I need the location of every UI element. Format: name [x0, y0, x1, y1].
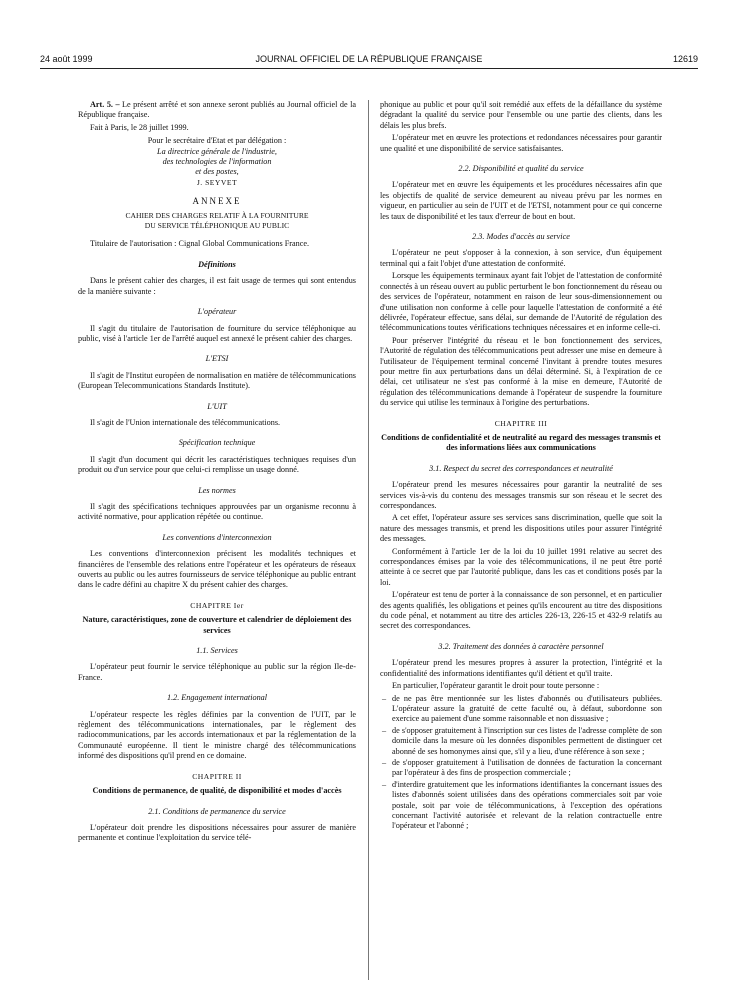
text-conventions: Les conventions d'interconnexion précisent les modalités techniques et financières de l'ensemble des relations entre l'opérateur et les opérateurs de réseaux ouverts au public ou les autres fournisseurs de service téléphonique au public entrant dans le cadre défini au chapitre X du présent cahier des charges.	[78, 549, 356, 590]
column-divider	[368, 100, 369, 980]
heading-3-2: 3.2. Traitement des données à caractère personnel	[438, 641, 604, 651]
fait-a-paris: Fait à Paris, le 28 juillet 1999.	[90, 122, 189, 132]
text-2-3-c: Pour préserver l'intégrité du réseau et le bon fonctionnement des services, l'Autorité de régulation des télécommunications peut adresser une mise en demeure à l'utilisateur de l'équipement terminal concerné l'invitant à prendre toutes mesures pour mettre fin aux perturbations dans un délai déterminé. Si, à l'expiration de ce délai, cet utilisateur ne s'est pas conformé à la mise en demeure, l'Autorité de régulation des télécommunications demande à l'opérateur de suspendre la fourniture du service qui utilise les terminaux à l'origine des perturbations.	[380, 335, 662, 408]
header-page-number: 12619	[672, 54, 698, 64]
heading-1-2: 1.2. Engagement international	[166, 693, 268, 703]
signature-line-3: des technologies de l'information	[162, 157, 272, 167]
rights-list	[380, 694, 662, 832]
chapitre-3-title: Conditions de confidentialité et de neutralité au regard des messages transmis et des informations liées aux communications	[381, 432, 661, 453]
text-3-2-a: L'opérateur prend les mesures propres à assurer la protection, l'intégrité et la confidentialité des informations identifiantes qu'il détient et qu'il traite.	[380, 658, 662, 678]
heading-etsi: L'ETSI	[205, 354, 229, 364]
text-uit: Il s'agit de l'Union internationale des télécommunications.	[90, 417, 281, 427]
right-column	[380, 100, 662, 833]
article-5-label: Art. 5. –	[90, 100, 120, 109]
text-3-1-d: L'opérateur est tenu de porter à la connaissance de son personnel, et en particulier des agents qualifiés, les obligations et peines qu'ils encourent au titre des dispositions du code pénal, et notamment au titre des articles 226-13, 226-15 et 432-9 relatifs au secret des correspondances.	[380, 590, 662, 631]
heading-conventions: Les conventions d'interconnexion	[162, 532, 272, 542]
heading-specification: Spécification technique	[178, 438, 256, 448]
text-1-1: L'opérateur peut fournir le service téléphonique au public sur la région Ile-de-France.	[78, 662, 356, 682]
text-3-2-b: En particulier, l'opérateur garantit le droit pour toute personne :	[392, 681, 600, 691]
heading-definitions: Définitions	[198, 259, 236, 269]
list-item: – de ne pas être mentionnée sur les listes d'abonnés ou d'utilisateurs publiées. L'opérateur assure la gratuité de cette faculté ou, à défaut, subordonne son exercice au paiement d'une somme raisonnable et non dissuasive ;	[392, 694, 662, 725]
article-5	[78, 100, 356, 121]
signature-name: J. SEYVET	[196, 177, 238, 187]
text-2-3-a: L'opérateur ne peut s'opposer à la connexion, à son service, d'un équipement terminal qui a fait l'objet d'une attestation de conformité.	[380, 248, 662, 268]
text-2-2: L'opérateur met en œuvre les équipements et les procédures nécessaires afin que les objectifs de qualité de service demeurent au niveau prévu par les normes en vigueur, en particulier au sein de l'UIT et de l'ETSI, notamment pour ce qui concerne les taux de disponibilité et les taux d'erreur de bout en bout.	[380, 180, 662, 221]
signature-line-2: La directrice générale de l'industrie,	[157, 146, 277, 156]
heading-normes: Les normes	[198, 485, 236, 495]
header-date: 24 août 1999	[40, 54, 93, 64]
text-1-2: L'opérateur respecte les règles définies par la convention de l'UIT, par le règlement des télécommunications internationales, par le règlement des radiocommunications, par les accords internationaux et par la réglementation de la Communauté européenne. Il tient le ministre chargé des télécommunications informé des dispositions qu'il prend en ce domaine.	[78, 709, 356, 761]
heading-1-1: 1.1. Services	[196, 646, 238, 656]
header-journal-title: JOURNAL OFFICIEL DE LA RÉPUBLIQUE FRANÇAISE	[255, 54, 483, 64]
annexe-title: ANNEXE	[192, 196, 242, 207]
heading-operateur: L'opérateur	[197, 307, 237, 317]
heading-3-1: 3.1. Respect du secret des correspondances et neutralité	[429, 463, 613, 473]
signature-line-1: Pour le secrétaire d'Etat et par délégation :	[147, 136, 287, 146]
cahier-title-line-1: CAHIER DES CHARGES RELATIF À LA FOURNITURE	[125, 210, 309, 220]
page-header	[40, 54, 698, 68]
definitions-intro: Dans le présent cahier des charges, il est fait usage de termes qui sont entendus de la manière suivante :	[78, 276, 356, 296]
article-5-text: Le présent arrêté et son annexe seront publiés au Journal officiel de la République française.	[78, 100, 356, 120]
heading-uit: L'UIT	[207, 401, 227, 411]
text-3-1-a: L'opérateur prend les mesures nécessaires pour garantir la neutralité de ses services vis-à-vis du contenu des messages transmis sur son réseau et le secret des correspondances.	[380, 480, 662, 510]
header-rule	[40, 68, 698, 69]
list-item: – de s'opposer gratuitement à l'utilisation de données de facturation la concernant par l'opérateur à des fins de prospection commerciale ;	[392, 758, 662, 779]
text-3-1-c: Conformément à l'article 1er de la loi du 10 juillet 1991 relative au secret des correspondances émises par la voie des télécommunications, il ne peut être porté atteinte à ce secret que par l'autorité publique, dans les cas et conditions posés par la loi.	[380, 546, 662, 587]
chapitre-1-title: Nature, caractéristiques, zone de couverture et calendrier de déploiement des services	[82, 615, 352, 635]
chapitre-1-label: CHAPITRE Ier	[190, 600, 244, 610]
text-etsi: Il s'agit de l'Institut européen de normalisation en matière de télécommunications (European Telecommunications Standards Institute).	[78, 370, 356, 391]
text-normes: Il s'agit des spécifications techniques approuvées par un organisme reconnu à activité normative, pour application répétée ou continue.	[78, 501, 356, 522]
text-specification: Il s'agit d'un document qui décrit les caractéristiques techniques requises d'un produit ou d'un service pour que celui-ci remplisse un usage donné.	[78, 454, 356, 475]
titulaire: Titulaire de l'autorisation : Cignal Global Communications France.	[90, 239, 310, 249]
text-2-3-b: Lorsque les équipements terminaux ayant fait l'objet de l'attestation de conformité connectés à un réseau ouvert au public perturbent le bon fonctionnement du réseau ou des services de l'opérateur, notamment en raison de leur sous-dimensionnement ou d'une utilisation non conforme à celle pour laquelle l'attestation de conformité a été délivrée, l'opérateur effectue, sans délai, sur demande de l'Autorité de régulation des télécommunications toutes vérifications techniques nécessaires et en informe celle-ci.	[380, 271, 662, 333]
text-operateur: Il s'agit du titulaire de l'autorisation de fourniture du service téléphonique au public, visé à l'article 1er de l'arrêté auquel est annexé le présent cahier des charges.	[78, 323, 356, 343]
text-2-1-redondances: L'opérateur met en œuvre les protections et redondances nécessaires pour garantir une qualité et une disponibilité de service satisfaisantes.	[380, 133, 662, 153]
signature-line-4: et des postes,	[195, 167, 239, 177]
chapitre-2-title: Conditions de permanence, de qualité, de disponibilité et modes d'accès	[92, 786, 342, 796]
text-2-1: L'opérateur doit prendre les dispositions nécessaires pour assurer de manière permanente et continue l'exploitation du service télé-	[78, 822, 356, 843]
chapitre-2-label: CHAPITRE II	[192, 771, 242, 781]
left-column	[78, 100, 356, 846]
heading-2-1: 2.1. Conditions de permanence du service	[148, 806, 286, 816]
text-3-1-b: A cet effet, l'opérateur assure ses services sans discrimination, quelle que soit la nature des messages transmis, et prend les dispositions utiles pour assurer l'intégrité des messages.	[380, 513, 662, 544]
text-2-1-continued: phonique au public et pour qu'il soit remédié aux effets de la défaillance du système dégradant la qualité du service pour l'ensemble ou une partie des clients, dans les délais les plus brefs.	[380, 100, 662, 130]
list-item: – d'interdire gratuitement que les informations identifiantes la concernant issues des listes d'abonnés soient utilisées dans des opérations commerciales soit par voie postale, soit par voie de télécommunications, à l'exception des opérations concernant l'activité autorisée et relevant de la relation contractuelle entre l'opérateur et l'abonné ;	[392, 780, 662, 832]
cahier-title	[78, 211, 356, 232]
heading-2-2: 2.2. Disponibilité et qualité du service	[458, 164, 584, 174]
cahier-title-line-2: DU SERVICE TÉLÉPHONIQUE AU PUBLIC	[144, 221, 290, 231]
heading-2-3: 2.3. Modes d'accès au service	[472, 232, 570, 242]
chapitre-3-label: CHAPITRE III	[494, 418, 548, 428]
list-item: – de s'opposer gratuitement à l'inscription sur ces listes de l'adresse complète de son domicile dans la mesure où les données disponibles permettent de distinguer cet abonné de ses homonymes ainsi que, s'il y a lieu, d'une référence à son sexe ;	[392, 726, 662, 757]
